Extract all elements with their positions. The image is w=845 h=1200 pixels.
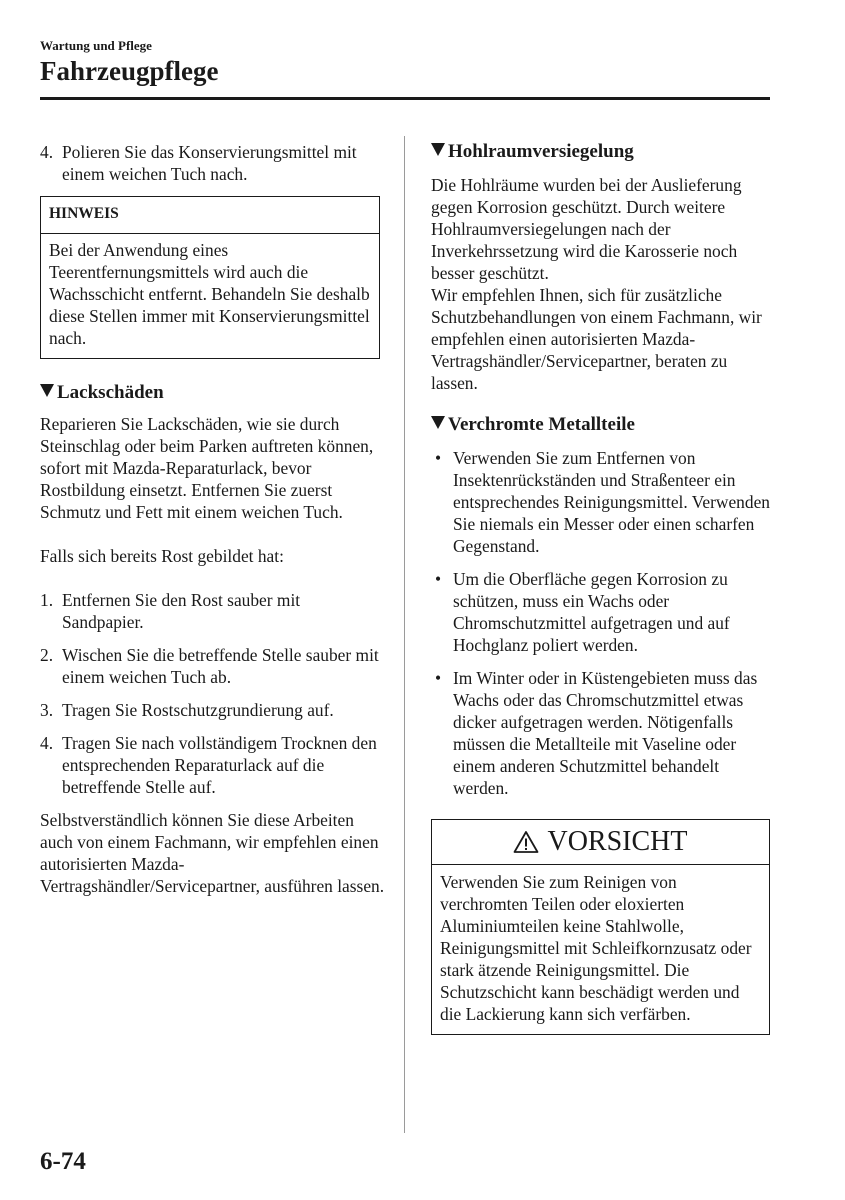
right-column xyxy=(431,141,776,1035)
heading-text: Lackschäden xyxy=(57,382,164,403)
warning-triangle-icon xyxy=(513,830,539,854)
vorsicht-box xyxy=(431,819,770,1035)
list-item xyxy=(431,667,776,799)
paragraph: Selbstverständlich können Sie diese Arbeiten auch von einem Fachmann, wir empfehlen einen autorisierten Mazda-Vertragshändler/Servicepartner, ausführen lassen. xyxy=(40,810,385,896)
paragraph: Falls sich bereits Rost gebildet hat: xyxy=(40,546,284,566)
paragraph: Reparieren Sie Lackschäden, wie sie durch Steinschlag oder beim Parken auftreten können, sofort mit Mazda-Reparaturlack, bevor Rostbildung einsetzt. Entfernen Sie zuerst Schmutz und Fett mit einem weichen Tuch. xyxy=(40,414,374,522)
vorsicht-label: VORSICHT xyxy=(547,826,688,857)
lackschaeden-heading xyxy=(40,382,385,404)
hinweis-title: HINWEIS xyxy=(41,197,379,234)
bullet-list xyxy=(431,447,776,799)
list-item xyxy=(40,589,385,633)
step-number: 4. xyxy=(40,733,54,753)
bullet-text: Verwenden Sie zum Entfernen von Insektenrückständen und Straßenteer ein entsprechendes Reinigungsmittel. Verwenden Sie niemals ein Messer oder einen scharfen Gegenstand. xyxy=(453,448,770,556)
chrom-heading xyxy=(431,414,776,436)
hinweis-body: Bei der Anwendung eines Teerentfernungsmittels wird auch die Wachsschicht entfernt. Behandeln Sie deshalb diese Stellen immer mit Konservierungsmittel nach. xyxy=(49,240,370,348)
step-text: Entfernen Sie den Rost sauber mit Sandpapier. xyxy=(62,590,301,632)
triangle-down-icon xyxy=(431,416,445,429)
bullet-icon: • xyxy=(435,569,442,589)
bullet-text: Um die Oberfläche gegen Korrosion zu schützen, muss ein Wachs oder Chromschutzmittel aufgetragen und auf Hochglanz poliert werden. xyxy=(453,569,730,655)
left-column xyxy=(40,141,385,897)
step-4-polish xyxy=(40,141,385,185)
list-item xyxy=(40,699,385,721)
page-number: 6-74 xyxy=(40,1148,86,1175)
section-label: Wartung und Pflege xyxy=(40,38,152,53)
bullet-icon: • xyxy=(435,448,442,468)
hinweis-box xyxy=(40,196,380,359)
triangle-down-icon xyxy=(40,384,54,397)
heading-text: Hohlraumversiegelung xyxy=(448,141,634,162)
step-number: 1. xyxy=(40,590,54,610)
bullet-icon: • xyxy=(435,668,442,688)
list-item xyxy=(40,644,385,688)
step-number: 4. xyxy=(40,142,54,162)
page-title: Fahrzeugpflege xyxy=(40,56,219,86)
heading-text: Verchromte Metallteile xyxy=(448,414,635,435)
list-item xyxy=(40,732,385,798)
header-rule xyxy=(40,97,770,100)
step-text: Polieren Sie das Konservierungsmittel mit einem weichen Tuch nach. xyxy=(62,142,357,184)
vorsicht-body: Verwenden Sie zum Reinigen von verchromten Teilen oder eloxierten Aluminiumteilen keine Stahlwolle, Reinigungsmittel mit Schleifkornzusatz oder stark ätzende Reinigungsmittel. Die Schutzschicht kann beschädigt werden und die Lackierung kann sich verfärben. xyxy=(440,872,752,1024)
list-item xyxy=(431,447,776,557)
hohlraum-heading xyxy=(431,141,776,163)
vorsicht-title xyxy=(432,820,769,865)
step-text: Tragen Sie Rostschutzgrundierung auf. xyxy=(62,700,334,720)
step-text: Tragen Sie nach vollständigem Trocknen den entsprechenden Reparaturlack auf die betreffende Stelle auf. xyxy=(62,733,377,797)
list-item xyxy=(431,568,776,656)
step-list xyxy=(40,589,385,798)
paragraph: Wir empfehlen Ihnen, sich für zusätzliche Schutzbehandlungen von einem Fachmann, wir empfehlen einen autorisierten Mazda-Vertragshändler/Servicepartner, beraten zu lassen. xyxy=(431,285,762,393)
step-number: 3. xyxy=(40,700,54,720)
bullet-text: Im Winter oder in Küstengebieten muss das Wachs oder das Chromschutzmittel etwas dicker aufgetragen werden. Nötigenfalls müssen die Metallteile mit Vaseline oder einem anderen Schutzmittel behandelt werden. xyxy=(453,668,758,798)
step-number: 2. xyxy=(40,645,54,665)
triangle-down-icon xyxy=(431,143,445,156)
column-divider xyxy=(404,136,405,1133)
paragraph: Die Hohlräume wurden bei der Auslieferung gegen Korrosion geschützt. Durch weitere Hohlraumversiegelungen nach der Inverkehrssetzung wird die Karosserie noch besser geschützt. xyxy=(431,175,742,283)
step-text: Wischen Sie die betreffende Stelle sauber mit einem weichen Tuch ab. xyxy=(62,645,379,687)
